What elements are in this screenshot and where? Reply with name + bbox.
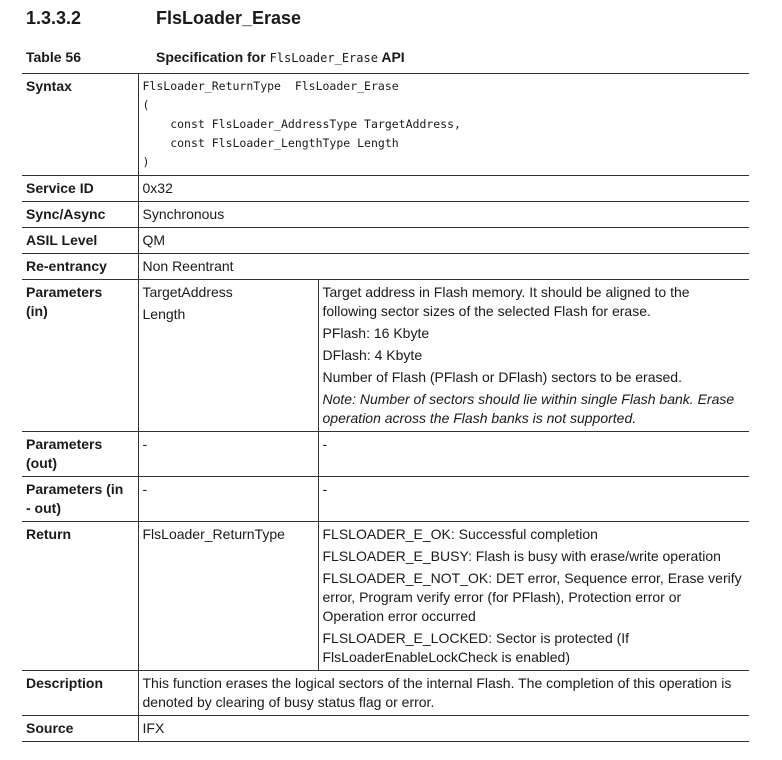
param-desc: Number of Flash (PFlash or DFlash) sectors to be erased. [322,369,682,385]
row-label: Syntax [22,74,138,176]
table-row-parameters-inout [22,477,749,522]
return-type: FlsLoader_ReturnType [138,522,318,671]
syntax-line: const FlsLoader_AddressType TargetAddress, [142,117,461,131]
row-label [22,280,138,432]
table-row-parameters-out [22,432,749,477]
caption-text [156,49,405,65]
table-row-parameters-in [22,280,749,432]
row-label: Service ID [22,176,138,202]
table-row-syntax [22,74,749,176]
param-name: - [138,432,318,477]
param-desc-cell [318,280,749,432]
return-value: FLSLOADER_E_NOT_OK: DET error, Sequence error, Erase verify error, Program verify error (for PFlash), Protection error or Operation error occurred [322,570,742,624]
row-value: Synchronous [138,202,749,228]
table-row-asil-level [22,228,749,254]
return-value: FLSLOADER_E_OK: Successful completion [322,526,598,542]
param-desc: DFlash: 4 Kbyte [322,347,423,363]
row-label-line: Parameters [26,284,103,300]
row-value: Non Reentrant [138,254,749,280]
row-label [22,432,138,477]
param-names-cell [138,280,318,432]
row-value: This function erases the logical sectors of the internal Flash. The completion of this operation is denoted by clearing of busy status flag or error. [138,671,749,716]
caption-prefix: Specification for [156,49,266,65]
row-label [22,477,138,522]
param-name: - [138,477,318,522]
table-number: Table 56 [26,49,81,65]
row-label-line: (in) [26,303,48,319]
syntax-line: ) [142,155,150,169]
row-value: 0x32 [138,176,749,202]
row-label: ASIL Level [22,228,138,254]
table-row-service-id [22,176,749,202]
return-value: FLSLOADER_E_BUSY: Flash is busy with erase/write operation [322,548,721,564]
table-row-return [22,522,749,671]
table-row-description [22,671,749,716]
syntax-line: FlsLoader_ReturnType FlsLoader_Erase [142,79,399,93]
api-spec-table [22,73,749,742]
param-desc: - [318,432,749,477]
row-label: Source [22,716,138,742]
syntax-line: ( [142,98,150,112]
row-label-line: - out) [26,500,61,516]
row-label-line: Parameters (in [26,481,124,497]
param-name: TargetAddress [142,284,233,300]
section-title: FlsLoader_Erase [156,8,302,28]
param-desc: - [318,477,749,522]
row-label: Sync/Async [22,202,138,228]
return-values-cell [318,522,749,671]
row-value: QM [138,228,749,254]
syntax-line: const FlsLoader_LengthType Length [142,136,399,150]
syntax-cell [138,74,749,176]
section-heading [26,8,301,29]
row-label-line: Parameters [26,436,103,452]
table-row-reentrancy [22,254,749,280]
param-name: Length [142,306,186,322]
caption-suffix: API [381,49,405,65]
table-row-sync-async [22,202,749,228]
row-label: Return [22,522,138,671]
row-label: Description [22,671,138,716]
param-desc: PFlash: 16 Kbyte [322,325,430,341]
row-label: Re-entrancy [22,254,138,280]
row-value: IFX [138,716,749,742]
caption-function-name: FlsLoader_Erase [269,51,378,65]
table-caption [26,49,405,65]
param-desc: Target address in Flash memory. It should be aligned to the following sector sizes of the selected Flash for erase. [322,284,690,319]
table-row-source [22,716,749,742]
section-number: 1.3.3.2 [26,8,82,28]
param-note: Note: Number of sectors should lie within single Flash bank. Erase operation across the Flash banks is not supported. [322,391,735,426]
return-value: FLSLOADER_E_LOCKED: Sector is protected (If FlsLoaderEnableLockCheck is enabled) [322,630,630,665]
row-label-line: (out) [26,455,58,471]
